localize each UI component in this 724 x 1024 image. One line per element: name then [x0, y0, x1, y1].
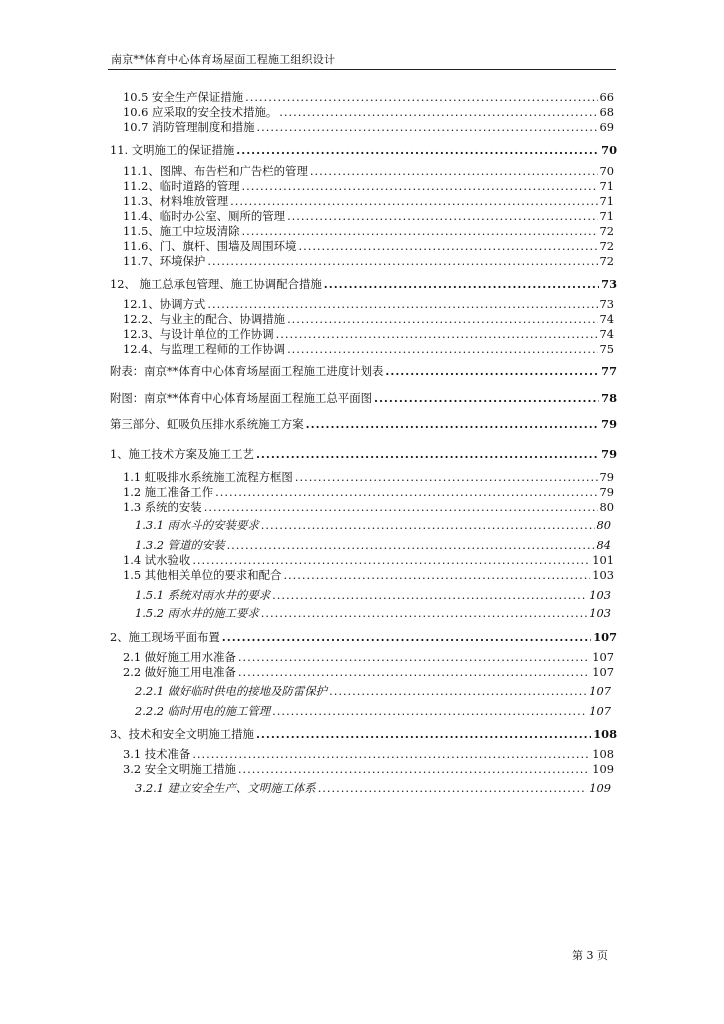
- toc-entry[interactable]: [135, 538, 611, 552]
- toc-entry[interactable]: [123, 312, 614, 326]
- toc-entry-title: 12.4、与监理工程师的工作协调: [123, 342, 286, 356]
- toc-entry[interactable]: [110, 391, 617, 405]
- toc-leader-dots: [230, 194, 597, 208]
- toc-entry[interactable]: [135, 781, 611, 795]
- toc-entry-title: 2.1 做好施工用水准备: [123, 650, 236, 664]
- toc-entry-page: 72: [599, 239, 614, 253]
- toc-entry-title: 11. 文明施工的保证措施: [110, 143, 235, 157]
- toc-entry-title: 2.2 做好施工用电准备: [123, 665, 236, 679]
- toc-leader-dots: [207, 297, 597, 311]
- toc-entry-title: 1.3 系统的安装: [123, 500, 202, 514]
- toc-leader-dots: [236, 143, 599, 157]
- toc-entry-title: 1.4 试水验收: [123, 553, 191, 567]
- toc-leader-dots: [283, 568, 590, 582]
- toc-entry-title: 12.3、与设计单位的工作协调: [123, 327, 274, 341]
- toc-entry-title: 12.1、协调方式: [123, 297, 206, 311]
- toc-leader-dots: [242, 224, 598, 238]
- toc-leader-dots: [238, 665, 590, 679]
- toc-entry[interactable]: [123, 194, 614, 208]
- toc-entry[interactable]: [110, 277, 617, 291]
- toc-entry[interactable]: [123, 297, 614, 311]
- toc-leader-dots: [261, 518, 595, 532]
- toc-leader-dots: [287, 312, 597, 326]
- toc-entry[interactable]: [123, 209, 614, 223]
- toc-leader-dots: [192, 747, 590, 761]
- toc-entry-page: 72: [599, 254, 614, 268]
- toc-entry-page: 107: [589, 684, 611, 698]
- toc-leader-dots: [238, 762, 590, 776]
- toc-entry-page: 79: [601, 417, 617, 431]
- toc-entry-title: 1.3.2 管道的安装: [135, 538, 225, 552]
- toc-entry-title: 1.1 虹吸排水系统施工流程方框图: [123, 470, 293, 484]
- toc-entry-page: 84: [596, 538, 611, 552]
- toc-entry-title: 10.7 消防管理制度和措施: [123, 120, 255, 134]
- toc-entry-title: 11.5、施工中垃圾清除: [123, 224, 240, 238]
- toc-leader-dots: [272, 588, 587, 602]
- toc-entry-page: 68: [599, 105, 614, 119]
- toc-entry[interactable]: [123, 500, 614, 514]
- toc-leader-dots: [374, 391, 599, 405]
- toc-leader-dots: [204, 500, 598, 514]
- toc-entry-page: 109: [589, 781, 611, 795]
- toc-entry[interactable]: [123, 224, 614, 238]
- toc-entry-page: 74: [599, 327, 614, 341]
- toc-leader-dots: [215, 485, 597, 499]
- toc-entry[interactable]: [110, 417, 617, 431]
- toc-entry-page: 77: [601, 364, 617, 378]
- toc-leader-dots: [192, 553, 590, 567]
- toc-entry-title: 第三部分、虹吸负压排水系统施工方案: [110, 417, 304, 431]
- toc-entry-title: 附表：南京**体育中心体育场屋面工程施工进度计划表: [110, 364, 384, 378]
- toc-leader-dots: [238, 650, 590, 664]
- toc-entry-title: 3.2 安全文明施工措施: [123, 762, 236, 776]
- toc-entry[interactable]: [123, 342, 614, 356]
- toc-entry[interactable]: [110, 447, 617, 461]
- toc-leader-dots: [242, 179, 598, 193]
- toc-entry-page: 79: [601, 447, 617, 461]
- toc-entry-title: 1.5.2 雨水井的施工要求: [135, 606, 259, 620]
- toc-entry-page: 80: [599, 500, 614, 514]
- toc-leader-dots: [318, 781, 588, 795]
- toc-entry[interactable]: [123, 470, 614, 484]
- toc-leader-dots: [257, 120, 598, 134]
- toc-entry[interactable]: [123, 105, 614, 119]
- toc-leader-dots: [295, 470, 598, 484]
- toc-entry[interactable]: [110, 364, 617, 378]
- toc-entry[interactable]: [123, 179, 614, 193]
- toc-entry-page: 71: [599, 209, 614, 223]
- toc-entry-page: 107: [592, 650, 614, 664]
- toc-entry[interactable]: [123, 485, 614, 499]
- toc-entry[interactable]: [123, 665, 614, 679]
- toc-leader-dots: [272, 704, 587, 718]
- toc-entry-page: 72: [599, 224, 614, 238]
- toc-entry-page: 103: [589, 606, 611, 620]
- toc-entry-title: 10.6 应采取的安全技术措施。: [123, 105, 278, 119]
- toc-leader-dots: [256, 727, 591, 741]
- toc-entry[interactable]: [135, 704, 611, 718]
- toc-entry-title: 3.2.1 建立安全生产、文明施工体系: [135, 781, 316, 795]
- toc-entry-page: 107: [593, 630, 617, 644]
- toc-entry[interactable]: [123, 90, 614, 104]
- toc-leader-dots: [245, 90, 597, 104]
- toc-entry-title: 2.2.2 临时用电的施工管理: [135, 704, 271, 718]
- toc-entry-page: 73: [599, 297, 614, 311]
- toc-entry-title: 1、施工技术方案及施工工艺: [110, 447, 254, 461]
- toc-entry[interactable]: [123, 553, 614, 567]
- toc-entry-title: 2、施工现场平面布置: [110, 630, 220, 644]
- toc-entry-page: 79: [599, 470, 614, 484]
- toc-entry[interactable]: [135, 518, 611, 532]
- toc-entry-page: 70: [599, 164, 614, 178]
- toc-leader-dots: [287, 209, 597, 223]
- toc-entry[interactable]: [123, 254, 614, 268]
- toc-leader-dots: [298, 239, 597, 253]
- toc-entry-page: 103: [592, 568, 614, 582]
- toc-entry-page: 80: [596, 518, 611, 532]
- toc-entry-page: 75: [599, 342, 614, 356]
- toc-entry-title: 附图：南京**体育中心体育场屋面工程施工总平面图: [110, 391, 372, 405]
- toc-entry-page: 71: [599, 194, 614, 208]
- toc-leader-dots: [310, 164, 598, 178]
- toc-entry[interactable]: [123, 762, 614, 776]
- toc-entry[interactable]: [135, 588, 611, 602]
- toc-entry-page: 79: [599, 485, 614, 499]
- toc-entry-title: 1.3.1 雨水斗的安装要求: [135, 518, 259, 532]
- toc-leader-dots: [222, 630, 591, 644]
- toc-entry[interactable]: [123, 568, 614, 582]
- toc-leader-dots: [279, 105, 597, 119]
- toc-entry[interactable]: [110, 143, 617, 157]
- toc-entry[interactable]: [123, 747, 614, 761]
- toc-entry[interactable]: [110, 630, 617, 644]
- toc-entry-page: 107: [592, 665, 614, 679]
- toc-entry-page: 108: [593, 727, 617, 741]
- toc-leader-dots: [324, 277, 599, 291]
- toc-entry[interactable]: [123, 327, 614, 341]
- toc-entry-title: 1.2 施工准备工作: [123, 485, 214, 499]
- toc-entry-page: 73: [601, 277, 617, 291]
- toc-entry-page: 66: [599, 90, 614, 104]
- toc-entry-title: 10.5 安全生产保证措施: [123, 90, 244, 104]
- toc-entry-title: 11.1、图牌、布告栏和广告栏的管理: [123, 164, 308, 178]
- toc-entry[interactable]: [123, 239, 614, 253]
- toc-entry-page: 103: [589, 588, 611, 602]
- toc-entry-page: 108: [592, 747, 614, 761]
- toc-entry-page: 69: [599, 120, 614, 134]
- toc-entry-page: 101: [592, 553, 614, 567]
- toc-entry-page: 78: [601, 391, 617, 405]
- toc-leader-dots: [207, 254, 597, 268]
- toc-entry-page: 71: [599, 179, 614, 193]
- toc-entry-title: 2.2.1 做好临时供电的接地及防雷保护: [135, 684, 328, 698]
- toc-entry-title: 12.2、与业主的配合、协调措施: [123, 312, 286, 326]
- toc-entry-title: 11.4、临时办公室、厕所的管理: [123, 209, 286, 223]
- toc-entry-title: 3.1 技术准备: [123, 747, 191, 761]
- toc-entry[interactable]: [123, 120, 614, 134]
- toc-entry[interactable]: [110, 727, 617, 741]
- toc-entry[interactable]: [123, 650, 614, 664]
- toc-leader-dots: [306, 417, 599, 431]
- toc-leader-dots: [385, 364, 599, 378]
- toc-leader-dots: [227, 538, 595, 552]
- toc-entry[interactable]: [123, 164, 614, 178]
- toc-entry[interactable]: [135, 606, 611, 620]
- toc-entry-page: 74: [599, 312, 614, 326]
- toc-entry-title: 3、技术和安全文明施工措施: [110, 727, 254, 741]
- toc-leader-dots: [329, 684, 587, 698]
- toc-leader-dots: [287, 342, 597, 356]
- toc-entry-page: 107: [589, 704, 611, 718]
- toc-leader-dots: [256, 447, 599, 461]
- toc-entry-title: 11.6、门、旗杆、围墙及周围环境: [123, 239, 297, 253]
- toc-entry-title: 12、 施工总承包管理、施工协调配合措施: [110, 277, 322, 291]
- page-header: 南京**体育中心体育场屋面工程施工组织设计: [111, 53, 336, 66]
- toc-entry-page: 109: [592, 762, 614, 776]
- toc-entry-title: 11.7、环境保护: [123, 254, 206, 268]
- toc-entry-page: 70: [601, 143, 617, 157]
- toc-leader-dots: [276, 327, 598, 341]
- toc-leader-dots: [261, 606, 588, 620]
- toc-entry-title: 1.5.1 系统对雨水井的要求: [135, 588, 271, 602]
- toc-entry[interactable]: [135, 684, 611, 698]
- toc-entry-title: 11.3、材料堆放管理: [123, 194, 229, 208]
- toc-entry-title: 11.2、临时道路的管理: [123, 179, 240, 193]
- page-number: 第 3 页: [572, 949, 608, 962]
- toc-entry-title: 1.5 其他相关单位的要求和配合: [123, 568, 282, 582]
